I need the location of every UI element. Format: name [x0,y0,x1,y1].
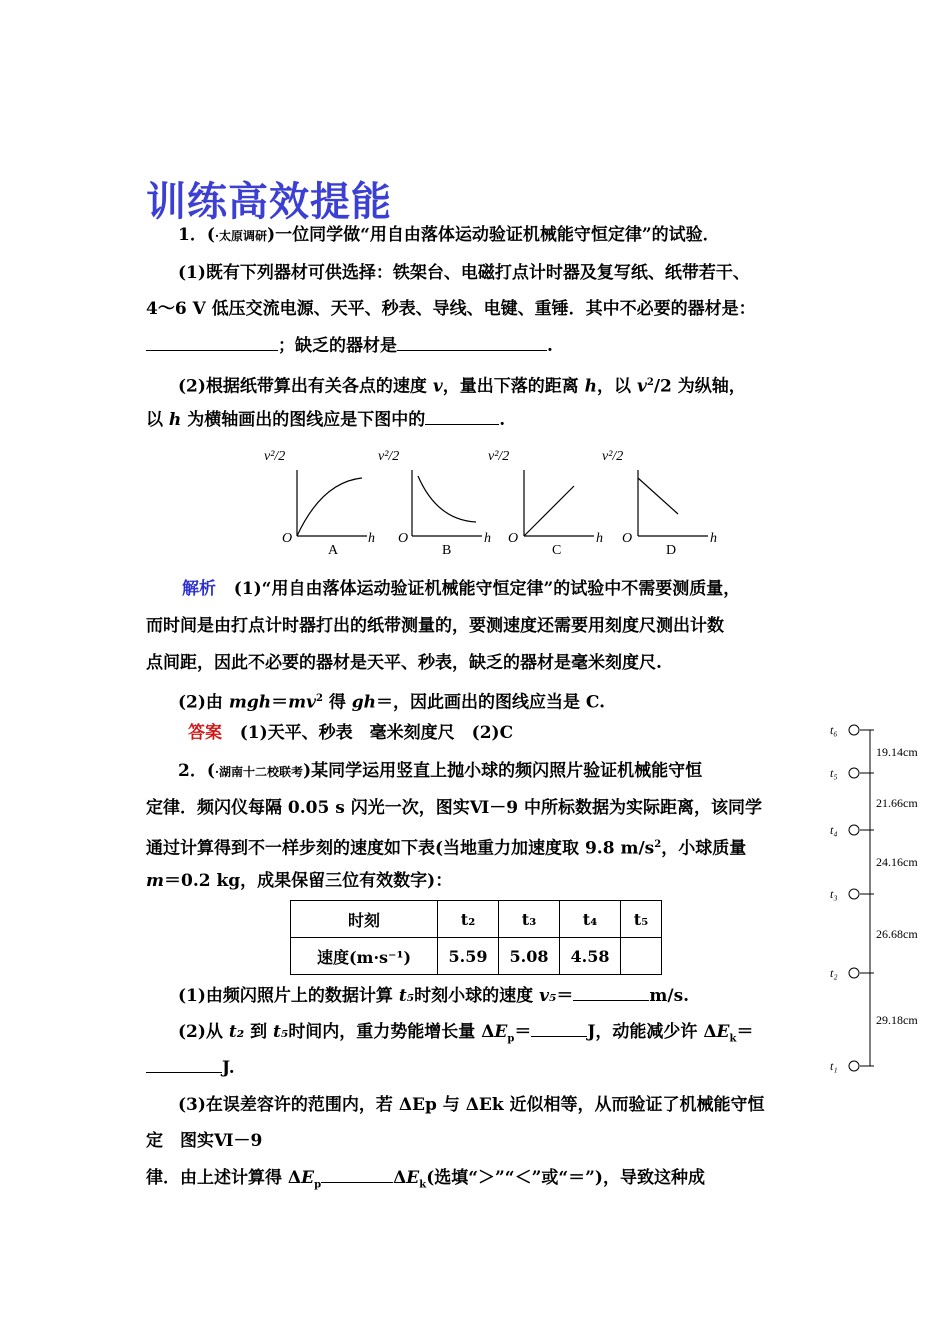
table-cell: t₂ [438,901,499,938]
table-cell: 5.08 [499,938,560,975]
table-cell: t₃ [499,901,560,938]
answer-label: 答案 [188,723,222,743]
q1-part1-line2: 4～6 V 低压交流电源、天平、秒表、导线、电键、重锤．其中不必要的器材是： [146,299,756,319]
answer-blank[interactable] [146,334,278,351]
graph-b-label: B [442,543,452,558]
q1-part2-line2: 以 h 为横轴画出的图线应是下图中的 . [146,410,506,430]
graph-b-curve [418,476,476,522]
answer-line: 答案 (1)天平、秒表 毫米刻度尺 (2)C [188,723,514,743]
table-cell: 5.59 [438,938,499,975]
table-cell: 时刻 [291,901,438,938]
q2-sub3-line2: 定 图实Ⅵ－9 [146,1131,263,1151]
graph-c-xlabel: h [596,531,603,546]
table-row [291,938,662,975]
q1-part1-line1: (1)既有下列器材可供选择：铁架台、电磁打点计时器及复写纸、纸带若干、 [178,263,750,283]
svg-text:t₆: t₆ [830,723,838,737]
svg-text:t₁: t₁ [830,1059,838,1073]
answer-blank[interactable] [146,1056,222,1073]
analysis-line4: (2)由 $mgh=mv^2$ 得 gh＝，因此画出的图线应当是 C. [178,692,606,713]
strobe-distance: 24.16cm [876,855,918,869]
graph-b-origin: O [398,531,409,546]
table-cell: t₅ [621,901,662,938]
table-row [291,901,662,938]
analysis-line3: 点间距，因此不必要的器材是天平、秒表，缺乏的器材是毫米刻度尺. [146,653,662,673]
q2-line2: 定律．频闪仪每隔 0.05 s 闪光一次，图实Ⅵ－9 中所标数据为实际距离，该同学 [146,798,763,818]
svg-text:t₂: t₂ [830,966,838,980]
q2-sub3-line3: 律．由上述计算得 $\Delta E_p$ $\Delta E_k$(选填“＞”“＜”或“＝”)，导致这种成 [146,1168,705,1191]
answer-blank[interactable] [425,408,499,425]
svg-text:t₃: t₃ [830,887,838,901]
q1-header: 1．(·太原调研)一位同学做“用自由落体运动验证机械能守恒定律”的试验． [178,225,720,245]
strobe-distance: 21.66cm [876,796,918,810]
strobe-ball-t2 [830,966,874,980]
q1-part2-line1: (2)根据纸带算出有关各点的速度 v，量出下落的距离 h，以 $v^2/2$ 为纵轴， [178,376,746,397]
answer-blank[interactable] [531,1020,587,1037]
analysis-line2: 而时间是由打点计时器打出的纸带测量的，要测速度还需要用刻度尺测出计数 [146,616,724,636]
graph-a-label: A [328,543,339,558]
strobe-ball-t6 [830,723,874,737]
svg-text:t₅: t₅ [830,766,838,780]
graph-d [602,449,717,558]
q2-line4: m＝0.2 kg，成果保留三位有效数字)： [146,871,453,891]
strobe-ball-t1 [830,1059,874,1073]
velocity-table [290,900,662,975]
answer-blank[interactable] [321,1166,393,1183]
strobe-figure [826,720,950,1080]
graph-a-origin: O [282,531,293,546]
graph-a [264,449,375,558]
strobe-ball-t3 [830,887,874,901]
q1-part1-line3: ；缺乏的器材是 . [146,334,553,357]
graph-c-origin: O [508,531,519,546]
graph-options [262,442,722,560]
strobe-distance: 19.14cm [876,745,918,759]
q2-sub1: (1)由频闪照片上的数据计算 t₅时刻小球的速度 v₅＝ m/s. [178,986,690,1006]
strobe-ball-t4 [830,823,874,837]
q2-sub3-line1: (3)在误差容许的范围内，若 ΔEp 与 ΔEk 近似相等，从而验证了机械能守恒 [178,1095,765,1115]
graph-c-ylabel: v²/2 [488,449,510,464]
graph-c-label: C [552,543,562,558]
q2-header: 2．(·湖南十二校联考)某同学运用竖直上抛小球的频闪照片验证机械能守恒 [178,761,703,781]
q2-sub2-line2: J. [146,1056,235,1079]
strobe-ball-t5 [830,766,874,780]
graph-d-line [638,478,678,514]
graph-b-ylabel: v²/2 [378,449,400,464]
strobe-distance: 26.68cm [876,927,918,941]
table-cell: 4.58 [560,938,621,975]
graph-a-ylabel: v²/2 [264,449,286,464]
strobe-distance: 29.18cm [876,1013,918,1027]
graph-b-xlabel: h [484,531,491,546]
analysis-line1: 解析 (1)“用自由落体运动验证机械能守恒定律”的试验中不需要测质量， [182,579,741,599]
graph-b [378,449,491,558]
answer-blank[interactable] [573,984,649,1001]
graph-a-curve [297,478,362,536]
svg-text:t₄: t₄ [830,823,838,837]
graph-c-line [524,486,574,536]
analysis-label: 解析 [182,579,216,599]
graph-a-xlabel: h [368,531,375,546]
answer-blank[interactable] [397,334,547,351]
table-cell: t₄ [560,901,621,938]
table-cell: 速度(m·s⁻¹) [291,938,438,975]
table-cell[interactable] [621,938,662,975]
q2-line3: 通过计算得到不一样步刻的速度如下表(当地重力加速度取 9.8 $m/s^2$，小球质量 [146,838,747,859]
graph-d-origin: O [622,531,633,546]
graph-d-xlabel: h [710,531,717,546]
q2-sub2: (2)从 t₂ 到 t₅时间内，重力势能增长量 $\Delta E_p= J$，动能减少许 $\Delta E_k=$ [178,1022,754,1045]
graph-d-ylabel: v²/2 [602,449,624,464]
graph-d-label: D [666,543,677,558]
graph-c [488,449,603,558]
page-title: 训练高效提能 [146,179,392,225]
